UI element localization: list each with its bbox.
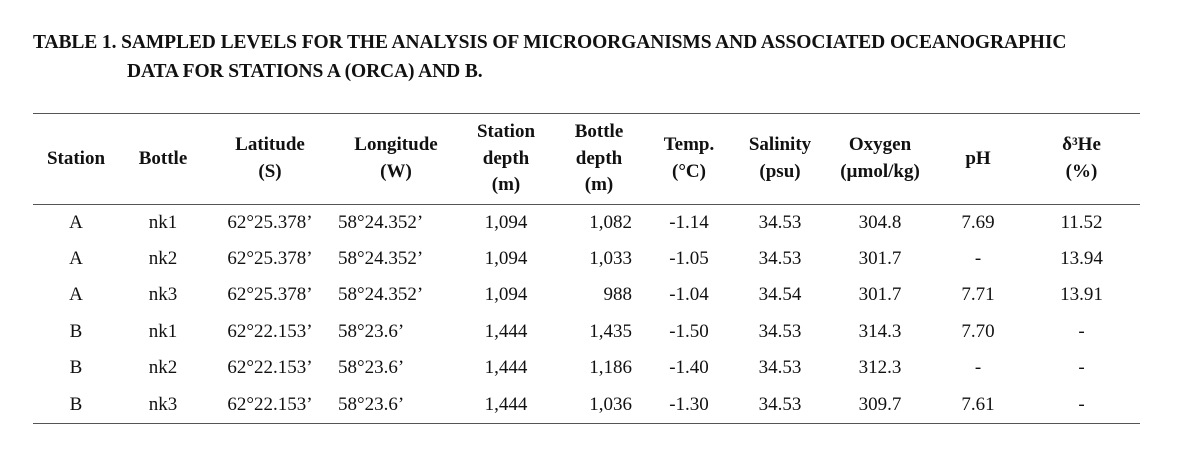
cell-longitude: 58°24.352’ bbox=[338, 284, 424, 306]
cell-temperature: -1.14 bbox=[669, 211, 709, 233]
cell-helium: - bbox=[1023, 386, 1140, 423]
cell-bottle: nk3 bbox=[119, 386, 207, 423]
cell-bottle: nk2 bbox=[148, 248, 178, 270]
cell-station-depth: 1,094 bbox=[484, 284, 528, 306]
table-caption-line1: SAMPLED LEVELS FOR THE ANALYSIS OF MICROORGANISMS AND ASSOCIATED OCEANOGRAPHIC bbox=[116, 32, 1067, 53]
cell-helium: 13.91 bbox=[1060, 284, 1103, 306]
cell-oxygen: 304.8 bbox=[858, 211, 902, 233]
column-header-ph: pH bbox=[933, 114, 1023, 205]
cell-longitude: 58°23.6’ bbox=[333, 386, 459, 423]
cell-bottle-depth: 1,033 bbox=[589, 248, 632, 270]
cell-temperature: -1.50 bbox=[669, 320, 709, 342]
cell-helium: 13.94 bbox=[1060, 248, 1103, 270]
cell-oxygen: 312.3 bbox=[858, 357, 902, 379]
cell-salinity: 34.53 bbox=[758, 211, 802, 233]
column-header-bottle: Bottle bbox=[119, 114, 207, 205]
cell-salinity: 34.54 bbox=[758, 284, 802, 306]
cell-longitude: 58°23.6’ bbox=[338, 320, 405, 342]
cell-salinity: 34.53 bbox=[758, 357, 802, 379]
cell-helium: - bbox=[1078, 320, 1085, 342]
cell-oxygen: 301.7 bbox=[858, 248, 902, 270]
cell-bottle: nk1 bbox=[148, 211, 178, 233]
cell-longitude: 58°24.352’ bbox=[338, 211, 424, 233]
cell-temperature: -1.05 bbox=[669, 248, 709, 270]
cell-helium: - bbox=[1078, 357, 1085, 379]
cell-bottle-depth: 1,082 bbox=[589, 211, 632, 233]
cell-latitude: 62°25.378’ bbox=[227, 284, 313, 306]
cell-oxygen: 309.7 bbox=[827, 386, 933, 423]
cell-station: A bbox=[69, 284, 83, 306]
cell-station: A bbox=[69, 211, 83, 233]
table-caption bbox=[33, 28, 1173, 86]
cell-salinity: 34.53 bbox=[758, 248, 802, 270]
data-table bbox=[33, 113, 1140, 424]
cell-temperature: -1.40 bbox=[669, 357, 709, 379]
column-header-helium: δ³He (%) bbox=[1023, 114, 1140, 205]
column-header-bottle-depth: Bottle depth (m) bbox=[553, 114, 645, 205]
cell-oxygen: 314.3 bbox=[858, 320, 902, 342]
column-header-latitude: Latitude (S) bbox=[207, 114, 333, 205]
cell-bottle: nk1 bbox=[148, 320, 178, 342]
cell-station-depth: 1,444 bbox=[484, 320, 528, 342]
table-row bbox=[33, 277, 1140, 313]
cell-temperature: -1.30 bbox=[645, 386, 733, 423]
cell-ph: 7.69 bbox=[961, 211, 995, 233]
table-row bbox=[33, 204, 1140, 241]
cell-salinity: 34.53 bbox=[758, 320, 802, 342]
table-header-row bbox=[33, 114, 1140, 205]
cell-station: B bbox=[69, 320, 83, 342]
cell-bottle: nk2 bbox=[148, 357, 178, 379]
cell-latitude: 62°25.378’ bbox=[227, 248, 313, 270]
cell-helium: 11.52 bbox=[1060, 211, 1103, 233]
cell-bottle-depth: 1,435 bbox=[589, 320, 632, 342]
cell-ph: 7.61 bbox=[933, 386, 1023, 423]
table-row bbox=[33, 241, 1140, 277]
column-header-salinity: Salinity (psu) bbox=[733, 114, 827, 205]
cell-ph: 7.70 bbox=[961, 320, 995, 342]
cell-station: B bbox=[33, 386, 119, 423]
table-row bbox=[33, 350, 1140, 386]
cell-latitude: 62°22.153’ bbox=[207, 386, 333, 423]
table-row bbox=[33, 386, 1140, 423]
cell-bottle-depth: 1,186 bbox=[589, 357, 632, 379]
cell-ph: - bbox=[974, 357, 982, 379]
cell-bottle: nk3 bbox=[148, 284, 178, 306]
cell-temperature: -1.04 bbox=[669, 284, 709, 306]
cell-oxygen: 301.7 bbox=[858, 284, 902, 306]
cell-longitude: 58°23.6’ bbox=[338, 357, 405, 379]
cell-bottle-depth: 1,036 bbox=[553, 386, 645, 423]
table-caption-label: TABLE 1. bbox=[33, 32, 117, 53]
column-header-station: Station bbox=[33, 114, 119, 205]
cell-station: B bbox=[69, 357, 83, 379]
column-header-oxygen: Oxygen (µmol/kg) bbox=[827, 114, 933, 205]
cell-longitude: 58°24.352’ bbox=[338, 248, 424, 270]
column-header-longitude: Longitude (W) bbox=[333, 114, 459, 205]
cell-station: A bbox=[69, 248, 83, 270]
cell-station-depth: 1,094 bbox=[484, 248, 528, 270]
table-row bbox=[33, 314, 1140, 350]
cell-salinity: 34.53 bbox=[733, 386, 827, 423]
column-header-station-depth: Station depth (m) bbox=[459, 114, 553, 205]
cell-ph: 7.71 bbox=[961, 284, 995, 306]
cell-latitude: 62°22.153’ bbox=[227, 320, 313, 342]
cell-station-depth: 1,444 bbox=[459, 386, 553, 423]
cell-bottle-depth: 988 bbox=[603, 284, 632, 306]
cell-ph: - bbox=[974, 248, 982, 270]
cell-station-depth: 1,444 bbox=[484, 357, 528, 379]
cell-latitude: 62°22.153’ bbox=[227, 357, 313, 379]
column-header-temperature: Temp. (°C) bbox=[645, 114, 733, 205]
table-caption-line2: DATA FOR STATIONS A (ORCA) AND B. bbox=[127, 61, 483, 82]
cell-station-depth: 1,094 bbox=[484, 211, 528, 233]
cell-latitude: 62°25.378’ bbox=[227, 211, 313, 233]
